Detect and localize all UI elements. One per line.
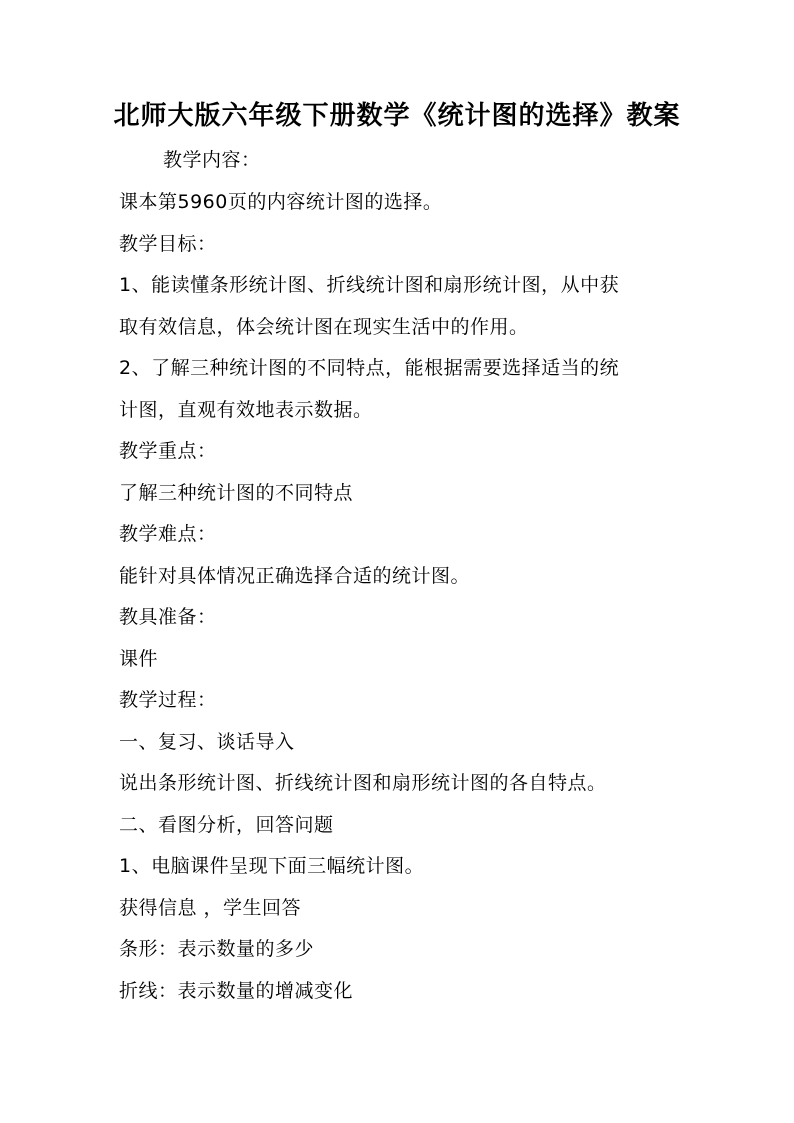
text-line: 教学过程： [119, 689, 217, 711]
text-line: 取有效信息，体会统计图在现实生活中的作用。 [119, 316, 529, 338]
text-line: 1、能读懂条形统计图、折线统计图和扇形统计图，从中获 [119, 274, 620, 296]
text-line: 教具准备： [119, 606, 217, 628]
text-line: 教学难点： [119, 523, 217, 545]
text-line: 折线：表示数量的增减变化 [119, 980, 354, 1002]
text-line: 条形：表示数量的多少 [119, 938, 315, 960]
text-line: 说出条形统计图、折线统计图和扇形统计图的各自特点。 [119, 772, 607, 794]
text-line: 教学内容： [163, 149, 261, 171]
text-line: 课本第5960页的内容统计图的选择。 [119, 191, 443, 213]
text-line: 计图，直观有效地表示数据。 [119, 399, 373, 421]
text-line: 2、了解三种统计图的不同特点，能根据需要选择适当的统 [119, 357, 620, 379]
text-line: 二、看图分析，回答问题 [119, 814, 334, 836]
text-line: 课件 [119, 648, 159, 670]
text-line: 教学目标： [119, 233, 217, 255]
text-line: 获得信息 ，学生回答 [119, 897, 302, 919]
text-line: 1、电脑课件呈现下面三幅统计图。 [119, 855, 425, 877]
document-title: 北师大版六年级下册数学《统计图的选择》教案 [113, 101, 681, 131]
text-line: 一、复习、谈话导入 [119, 731, 295, 753]
text-line: 了解三种统计图的不同特点 [119, 482, 354, 504]
text-line: 能针对具体情况正确选择合适的统计图。 [119, 565, 471, 587]
text-line: 教学重点： [119, 440, 217, 462]
